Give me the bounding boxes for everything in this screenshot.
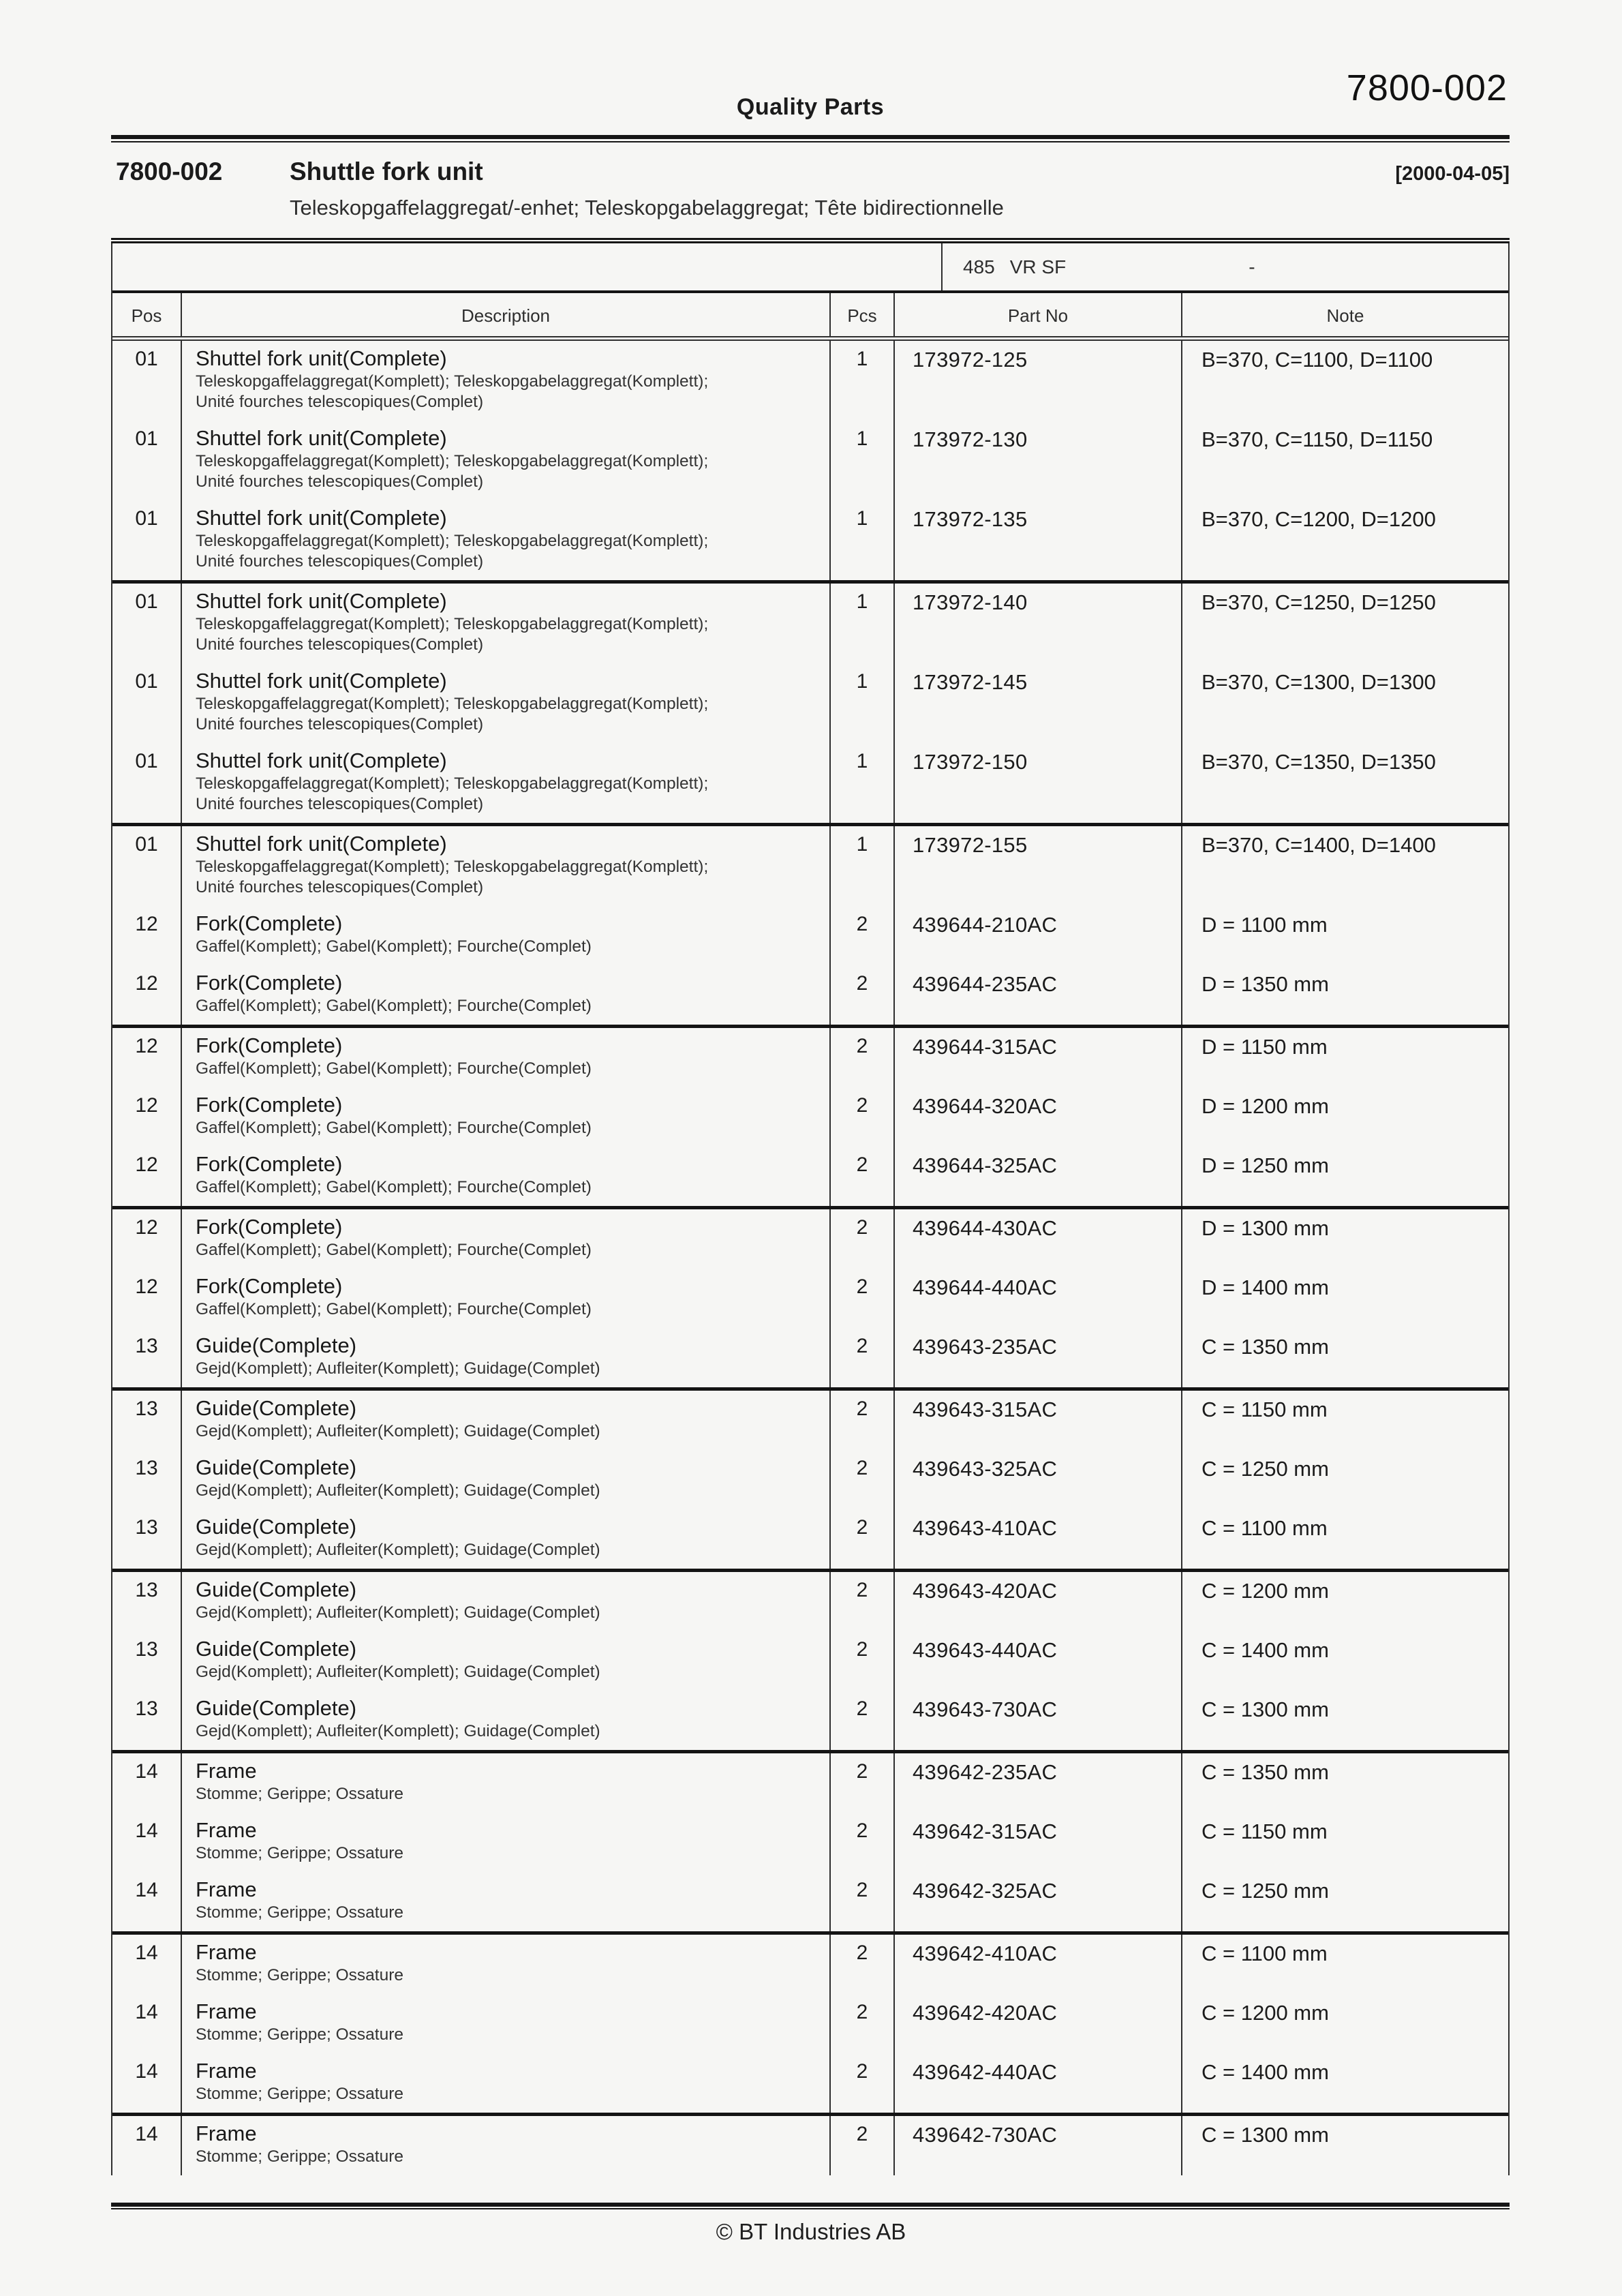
row-note: C = 1250 mm: [1202, 1457, 1329, 1481]
row-note: C = 1300 mm: [1202, 1697, 1329, 1721]
row-description-subtitle: Unité fourches telescopiques(Complet): [196, 552, 484, 571]
row-description-title: Fork(Complete): [196, 971, 343, 995]
row-part-no: 439642-410AC: [895, 1935, 1182, 1994]
row-pos: 01: [112, 663, 182, 743]
section-title: Shuttle fork unit: [290, 157, 483, 185]
row-group: [112, 341, 1508, 584]
row-group: [112, 826, 1508, 1028]
row-description: [182, 1753, 831, 1813]
row-pos: 12: [112, 1028, 182, 1087]
row-description-subtitle: Gaffel(Komplett); Gabel(Komplett); Fourche(Complet): [196, 1178, 592, 1196]
model-name: VR SF: [1009, 256, 1067, 277]
row-note: D = 1100 mm: [1202, 913, 1328, 937]
row-pos: 01: [112, 826, 182, 906]
row-description-title: Shuttel fork unit(Complete): [196, 506, 447, 530]
row-pos: 01: [112, 743, 182, 823]
row-pcs: 2: [831, 1572, 895, 1631]
row-pos: 12: [112, 965, 182, 1025]
row-group: [112, 1209, 1508, 1391]
table-row: [112, 1631, 1508, 1691]
row-description-subtitle: Gejd(Komplett); Aufleiter(Komplett); Guidage(Complet): [196, 1663, 600, 1681]
row-description-title: Shuttel fork unit(Complete): [196, 749, 447, 772]
row-part-no: 439643-315AC: [895, 1391, 1182, 1450]
parts-table: [111, 238, 1510, 2175]
row-description: [182, 906, 831, 965]
row-description-subtitle: Gejd(Komplett); Aufleiter(Komplett); Guidage(Complet): [196, 1359, 600, 1378]
row-description-title: Fork(Complete): [196, 1093, 343, 1117]
row-description: [182, 2053, 831, 2113]
row-description-title: Shuttel fork unit(Complete): [196, 832, 447, 856]
table-row: [112, 1028, 1508, 1087]
row-description: [182, 1147, 831, 1206]
row-group: [112, 2116, 1508, 2175]
table-row: [112, 2053, 1508, 2113]
row-part-no: 173972-150: [895, 743, 1182, 823]
table-row: [112, 1813, 1508, 1872]
row-group: [112, 1935, 1508, 2116]
row-description-title: Frame: [196, 2121, 257, 2145]
row-description-subtitle: Unité fourches telescopiques(Complet): [196, 472, 484, 491]
table-row: [112, 743, 1508, 823]
row-pcs: 2: [831, 1813, 895, 1872]
row-pos: 13: [112, 1631, 182, 1691]
row-pos: 13: [112, 1328, 182, 1387]
row-pos: 14: [112, 2053, 182, 2113]
row-description-subtitle: Teleskopgaffelaggregat(Komplett); Teleskopgabelaggregat(Komplett);: [196, 695, 709, 713]
row-description-title: Guide(Complete): [196, 1333, 357, 1357]
table-row: [112, 1994, 1508, 2053]
row-pos: 14: [112, 2116, 182, 2175]
row-pcs: 2: [831, 1087, 895, 1147]
row-description: [182, 1209, 831, 1269]
row-part-no: 173972-140: [895, 584, 1182, 663]
row-description-title: Guide(Complete): [196, 1696, 357, 1720]
row-note: B=370, C=1200, D=1200: [1202, 507, 1436, 531]
row-pos: 12: [112, 906, 182, 965]
row-description-title: Frame: [196, 1818, 257, 1842]
row-description: [182, 2116, 831, 2175]
row-description-title: Fork(Complete): [196, 1033, 343, 1057]
row-note: D = 1400 mm: [1202, 1275, 1329, 1299]
row-note: B=370, C=1100, D=1100: [1202, 348, 1433, 372]
row-description-subtitle: Teleskopgaffelaggregat(Komplett); Teleskopgabelaggregat(Komplett);: [196, 858, 709, 876]
page-header-title: Quality Parts: [736, 94, 885, 120]
row-description: [182, 1328, 831, 1387]
row-pcs: 1: [831, 341, 895, 421]
row-description-subtitle: Stomme; Gerippe; Ossature: [196, 1785, 404, 1803]
row-description-title: Fork(Complete): [196, 911, 343, 935]
row-note: C = 1400 mm: [1202, 2060, 1329, 2084]
row-description-subtitle: Unité fourches telescopiques(Complet): [196, 393, 484, 411]
row-part-no: 173972-130: [895, 421, 1182, 500]
row-pos: 12: [112, 1087, 182, 1147]
row-pcs: 1: [831, 743, 895, 823]
row-note: C = 1300 mm: [1202, 2123, 1329, 2147]
row-part-no: 439644-440AC: [895, 1269, 1182, 1328]
section-code: 7800-002: [116, 157, 223, 185]
row-description: [182, 500, 831, 580]
table-row: [112, 663, 1508, 743]
row-description: [182, 1872, 831, 1931]
row-part-no: 439643-325AC: [895, 1450, 1182, 1509]
row-description-title: Fork(Complete): [196, 1215, 343, 1239]
row-pos: 13: [112, 1450, 182, 1509]
row-pcs: 2: [831, 1509, 895, 1569]
row-pos: 01: [112, 500, 182, 580]
row-description: [182, 826, 831, 906]
row-note: D = 1200 mm: [1202, 1094, 1329, 1118]
row-description-title: Guide(Complete): [196, 1577, 357, 1601]
row-pcs: 2: [831, 2116, 895, 2175]
row-description-title: Shuttel fork unit(Complete): [196, 426, 447, 450]
page-header: [0, 0, 1622, 135]
row-description: [182, 1028, 831, 1087]
row-pcs: 2: [831, 1391, 895, 1450]
row-part-no: 439644-210AC: [895, 906, 1182, 965]
row-description-title: Shuttel fork unit(Complete): [196, 669, 447, 693]
row-description: [182, 341, 831, 421]
row-description: [182, 1087, 831, 1147]
row-description-title: Frame: [196, 2059, 257, 2083]
row-description-subtitle: Unité fourches telescopiques(Complet): [196, 635, 484, 654]
row-part-no: 439642-440AC: [895, 2053, 1182, 2113]
row-part-no: 439644-325AC: [895, 1147, 1182, 1206]
row-description-subtitle: Gaffel(Komplett); Gabel(Komplett); Fourche(Complet): [196, 1059, 592, 1078]
row-pos: 12: [112, 1269, 182, 1328]
row-note: C = 1200 mm: [1202, 1579, 1329, 1603]
row-pos: 01: [112, 341, 182, 421]
row-description: [182, 584, 831, 663]
model-row-empty-cell: [112, 243, 943, 290]
row-description: [182, 1691, 831, 1750]
row-part-no: 173972-155: [895, 826, 1182, 906]
row-description-subtitle: Stomme; Gerippe; Ossature: [196, 2085, 404, 2103]
row-description: [182, 1391, 831, 1450]
row-description: [182, 965, 831, 1025]
row-note: B=370, C=1400, D=1400: [1202, 833, 1436, 857]
row-note: C = 1150 mm: [1202, 1819, 1328, 1843]
row-description-subtitle: Gejd(Komplett); Aufleiter(Komplett); Guidage(Complet): [196, 1541, 600, 1559]
row-description-subtitle: Gaffel(Komplett); Gabel(Komplett); Fourche(Complet): [196, 1241, 592, 1259]
row-pos: 13: [112, 1391, 182, 1450]
table-row: [112, 2116, 1508, 2175]
row-description: [182, 1994, 831, 2053]
row-note: C = 1100 mm: [1202, 1942, 1328, 1965]
row-pcs: 2: [831, 1328, 895, 1387]
row-description-subtitle: Gejd(Komplett); Aufleiter(Komplett); Guidage(Complet): [196, 1422, 600, 1440]
table-row: [112, 500, 1508, 580]
row-part-no: 439642-235AC: [895, 1753, 1182, 1813]
table-row: [112, 826, 1508, 906]
row-note: D = 1250 mm: [1202, 1153, 1329, 1177]
row-pcs: 1: [831, 584, 895, 663]
row-note: C = 1200 mm: [1202, 2001, 1329, 2025]
row-note: C = 1100 mm: [1202, 1516, 1328, 1540]
row-description-subtitle: Unité fourches telescopiques(Complet): [196, 795, 484, 813]
row-description: [182, 1450, 831, 1509]
row-part-no: 439643-730AC: [895, 1691, 1182, 1750]
row-part-no: 439642-315AC: [895, 1813, 1182, 1872]
row-pcs: 2: [831, 1028, 895, 1087]
row-pos: 14: [112, 1872, 182, 1931]
row-description-title: Shuttel fork unit(Complete): [196, 346, 447, 370]
row-description-title: Guide(Complete): [196, 1637, 357, 1661]
row-pcs: 2: [831, 1994, 895, 2053]
section-date: [2000-04-05]: [1395, 163, 1510, 185]
row-note: D = 1300 mm: [1202, 1216, 1329, 1240]
row-part-no: 173972-125: [895, 341, 1182, 421]
column-header-pcs: Pcs: [831, 293, 895, 336]
table-row: [112, 421, 1508, 500]
row-pos: 14: [112, 1994, 182, 2053]
row-description-subtitle: Gejd(Komplett); Aufleiter(Komplett); Guidage(Complet): [196, 1722, 600, 1740]
row-pcs: 2: [831, 1450, 895, 1509]
table-row: [112, 584, 1508, 663]
column-header-row: [112, 293, 1508, 337]
row-description-subtitle: Teleskopgaffelaggregat(Komplett); Teleskopgabelaggregat(Komplett);: [196, 372, 709, 391]
row-description-subtitle: Stomme; Gerippe; Ossature: [196, 2025, 404, 2044]
row-note: B=370, C=1250, D=1250: [1202, 590, 1436, 614]
copyright: © BT Industries AB: [716, 2219, 906, 2244]
row-group: [112, 1028, 1508, 1209]
row-part-no: 439642-325AC: [895, 1872, 1182, 1931]
model-row: [112, 243, 1508, 293]
row-pcs: 2: [831, 2053, 895, 2113]
row-note: C = 1350 mm: [1202, 1760, 1329, 1784]
row-pcs: 1: [831, 500, 895, 580]
table-row: [112, 1691, 1508, 1750]
table-body: [112, 341, 1508, 2175]
row-description-title: Fork(Complete): [196, 1152, 343, 1176]
row-pos: 13: [112, 1691, 182, 1750]
row-description-subtitle: Unité fourches telescopiques(Complet): [196, 715, 484, 734]
row-pos: 13: [112, 1509, 182, 1569]
model-code: 485: [963, 256, 995, 277]
table-row: [112, 1328, 1508, 1387]
row-pcs: 1: [831, 421, 895, 500]
row-description-subtitle: Stomme; Gerippe; Ossature: [196, 1966, 404, 1984]
table-row: [112, 1450, 1508, 1509]
row-pos: 01: [112, 421, 182, 500]
row-description: [182, 1509, 831, 1569]
row-note: C = 1400 mm: [1202, 1638, 1329, 1662]
table-row: [112, 1269, 1508, 1328]
row-description-title: Frame: [196, 1759, 257, 1783]
row-note: B=370, C=1150, D=1150: [1202, 427, 1433, 451]
table-top-rule: [111, 238, 1510, 243]
row-pcs: 2: [831, 1872, 895, 1931]
row-pos: 14: [112, 1935, 182, 1994]
model-dash: -: [1249, 256, 1255, 277]
section-heading: [116, 157, 1510, 186]
row-pcs: 2: [831, 906, 895, 965]
row-group: [112, 1391, 1508, 1572]
row-description-title: Guide(Complete): [196, 1396, 357, 1420]
row-description-title: Frame: [196, 1940, 257, 1964]
row-description-title: Fork(Complete): [196, 1274, 343, 1298]
row-pcs: 2: [831, 1691, 895, 1750]
row-pcs: 1: [831, 663, 895, 743]
table-row: [112, 341, 1508, 421]
row-pos: 12: [112, 1147, 182, 1206]
table-row: [112, 1209, 1508, 1269]
row-description-subtitle: Gejd(Komplett); Aufleiter(Komplett); Guidage(Complet): [196, 1481, 600, 1500]
row-pos: 14: [112, 1753, 182, 1813]
row-description-subtitle: Teleskopgaffelaggregat(Komplett); Teleskopgabelaggregat(Komplett);: [196, 615, 709, 633]
row-description-title: Shuttel fork unit(Complete): [196, 589, 447, 613]
row-description-subtitle: Gejd(Komplett); Aufleiter(Komplett); Guidage(Complet): [196, 1603, 600, 1622]
row-note: C = 1350 mm: [1202, 1335, 1329, 1359]
row-pcs: 2: [831, 965, 895, 1025]
table-row: [112, 1572, 1508, 1631]
row-pcs: 2: [831, 1631, 895, 1691]
row-description-title: Frame: [196, 1877, 257, 1901]
column-header-partno: Part No: [895, 293, 1182, 336]
row-group: [112, 1572, 1508, 1753]
table-row: [112, 1391, 1508, 1450]
column-header-note: Note: [1326, 305, 1364, 326]
column-header-pos: Pos: [112, 293, 182, 336]
table-row: [112, 1087, 1508, 1147]
row-description: [182, 1572, 831, 1631]
row-description-subtitle: Teleskopgaffelaggregat(Komplett); Teleskopgabelaggregat(Komplett);: [196, 774, 709, 793]
row-group: [112, 584, 1508, 826]
row-pcs: 1: [831, 826, 895, 906]
row-pcs: 2: [831, 1935, 895, 1994]
footer-rule: [111, 2203, 1510, 2209]
row-pcs: 2: [831, 1209, 895, 1269]
row-pcs: 2: [831, 1147, 895, 1206]
row-description-title: Guide(Complete): [196, 1515, 357, 1539]
row-pos: 13: [112, 1572, 182, 1631]
row-pos: 14: [112, 1813, 182, 1872]
header-rule: [111, 135, 1510, 142]
row-description: [182, 1269, 831, 1328]
row-description-subtitle: Gaffel(Komplett); Gabel(Komplett); Fourche(Complet): [196, 1300, 592, 1318]
row-description-subtitle: Teleskopgaffelaggregat(Komplett); Teleskopgabelaggregat(Komplett);: [196, 532, 709, 550]
row-description-subtitle: Unité fourches telescopiques(Complet): [196, 878, 484, 896]
row-note: D = 1150 mm: [1202, 1035, 1328, 1059]
row-description-subtitle: Stomme; Gerippe; Ossature: [196, 1903, 404, 1922]
row-description-subtitle: Teleskopgaffelaggregat(Komplett); Teleskopgabelaggregat(Komplett);: [196, 452, 709, 470]
column-header-description: Description: [182, 293, 831, 336]
row-part-no: 439643-410AC: [895, 1509, 1182, 1569]
row-part-no: 439643-420AC: [895, 1572, 1182, 1631]
row-description-subtitle: Gaffel(Komplett); Gabel(Komplett); Fourche(Complet): [196, 997, 592, 1015]
row-description: [182, 1813, 831, 1872]
row-description: [182, 743, 831, 823]
section-subtitle: Teleskopgaffelaggregat/-enhet; Teleskopgabelaggregat; Tête bidirectionnelle: [290, 196, 1004, 220]
row-note: B=370, C=1350, D=1350: [1202, 750, 1436, 774]
row-description-title: Frame: [196, 1999, 257, 2023]
row-note: C = 1250 mm: [1202, 1879, 1329, 1903]
model-row-cell: [943, 243, 1508, 290]
row-pcs: 2: [831, 1753, 895, 1813]
row-pcs: 2: [831, 1269, 895, 1328]
row-description-subtitle: Gaffel(Komplett); Gabel(Komplett); Fourche(Complet): [196, 937, 592, 956]
row-description-subtitle: Stomme; Gerippe; Ossature: [196, 1844, 404, 1862]
row-note: C = 1150 mm: [1202, 1398, 1328, 1421]
row-group: [112, 1753, 1508, 1935]
row-part-no: 439644-315AC: [895, 1028, 1182, 1087]
row-part-no: 439643-235AC: [895, 1328, 1182, 1387]
row-part-no: 439644-430AC: [895, 1209, 1182, 1269]
row-description-title: Guide(Complete): [196, 1455, 357, 1479]
table-row: [112, 1753, 1508, 1813]
row-description: [182, 1631, 831, 1691]
row-description: [182, 663, 831, 743]
row-part-no: 439644-235AC: [895, 965, 1182, 1025]
table-row: [112, 965, 1508, 1025]
row-part-no: 439642-420AC: [895, 1994, 1182, 2053]
row-description-subtitle: Gaffel(Komplett); Gabel(Komplett); Fourche(Complet): [196, 1119, 592, 1137]
row-note: D = 1350 mm: [1202, 972, 1329, 996]
page-number: 7800-002: [1346, 67, 1508, 108]
row-part-no: 439642-730AC: [895, 2116, 1182, 2175]
table-row: [112, 1872, 1508, 1931]
row-part-no: 439644-320AC: [895, 1087, 1182, 1147]
table-row: [112, 1509, 1508, 1569]
table-row: [112, 1147, 1508, 1206]
row-part-no: 439643-440AC: [895, 1631, 1182, 1691]
table-row: [112, 906, 1508, 965]
row-description-subtitle: Stomme; Gerippe; Ossature: [196, 2147, 404, 2166]
row-note: B=370, C=1300, D=1300: [1202, 670, 1436, 694]
row-pos: 01: [112, 584, 182, 663]
row-part-no: 173972-135: [895, 500, 1182, 580]
row-part-no: 173972-145: [895, 663, 1182, 743]
table-row: [112, 1935, 1508, 1994]
row-description: [182, 421, 831, 500]
row-description: [182, 1935, 831, 1994]
row-pos: 12: [112, 1209, 182, 1269]
